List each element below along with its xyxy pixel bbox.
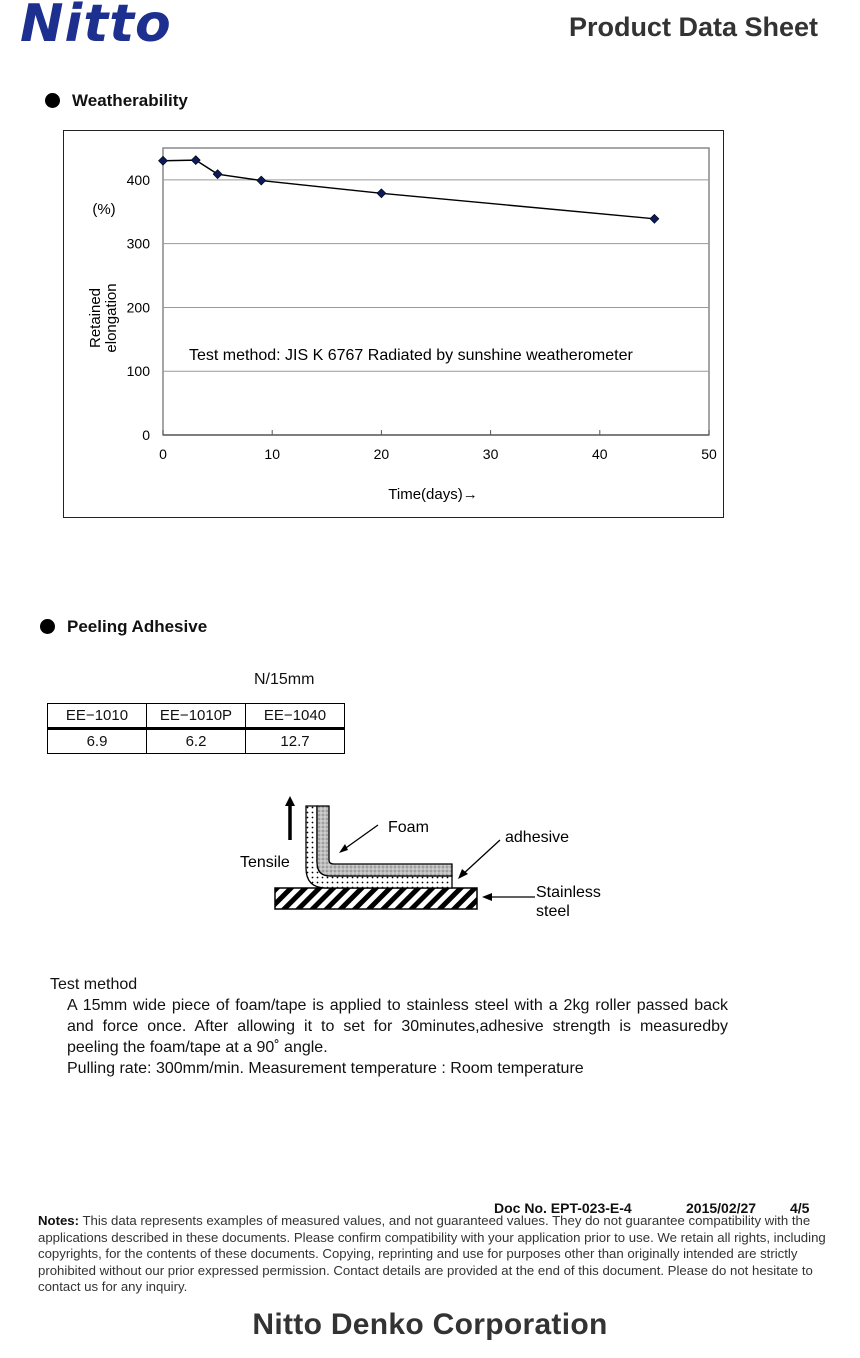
table-cell: 6.2 — [147, 729, 246, 754]
notes-text: This data represents examples of measured values, and not guaranteed values. They do not guarantee compatibility with the applications described in these documents. Please confirm compatibility with your application prior to use. We retain all rights, including copyrights, for the contents of these documents. Copying, reprinting and use for purposes other than originally intended are strictly prohibited without our prior expressed permission. Contact details are provided at the end of this document. Please do not hesitate to contact us for any inquiry. — [38, 1213, 826, 1295]
stainless-steel-plate — [275, 888, 477, 909]
foam-layer — [317, 806, 452, 876]
nitto-logo: Nitto — [20, 0, 172, 54]
column-header: EE−1040 — [246, 704, 345, 729]
y-tick-label: 400 — [126, 171, 150, 188]
foam-leader-line — [343, 825, 378, 850]
x-tick-label: 50 — [701, 446, 717, 462]
test-method-description: A 15mm wide piece of foam/tape is applied to stainless steel with a 2kg roller passed back and force once. After allowing it to set for 30minutes,adhesive strength is measuredby peeling the foam/tape at a 90˚ angle. — [67, 997, 728, 1056]
table-cell: 12.7 — [246, 729, 345, 754]
tensile-label: Tensile — [240, 854, 290, 871]
peeling-heading-text: Peeling Adhesive — [67, 617, 208, 636]
y-tick-label: 100 — [126, 363, 150, 380]
arrow-head-icon — [285, 796, 295, 806]
peel-unit: N/15mm — [254, 671, 315, 688]
peeling-heading — [40, 617, 207, 637]
y-axis-label-line: Retained — [87, 287, 104, 349]
weatherability-heading-text: Weatherability — [72, 91, 188, 110]
x-tick-label: 0 — [159, 446, 167, 462]
peel-table — [47, 703, 345, 754]
doc-date: 2015/02/27 — [686, 1200, 757, 1216]
test-method-title: Test method — [50, 976, 138, 993]
chart-annotation: Test method: JIS K 6767 Radiated by sunshine weatherometer — [189, 347, 633, 364]
column-header: EE−1010P — [147, 704, 246, 729]
adhesive-leader-line — [462, 840, 500, 875]
peel-test-diagram — [230, 790, 630, 930]
plot-area — [163, 148, 709, 435]
test-method-conditions: Pulling rate: 300mm/min. Measurement temperature : Room temperature — [67, 1060, 584, 1077]
x-tick-label: 40 — [592, 446, 608, 462]
weatherability-chart — [0, 0, 860, 530]
doc-number: Doc No. EPT-023-E-4 — [494, 1200, 632, 1216]
y-axis-label-line: elongation — [103, 283, 120, 353]
x-tick-label: 30 — [482, 446, 499, 462]
notes-disclaimer — [38, 1213, 838, 1296]
y-axis-label — [87, 283, 120, 352]
x-tick-label: 20 — [373, 446, 390, 462]
arrow-head-icon — [339, 844, 348, 853]
y-tick-label: 0 — [142, 427, 150, 443]
table-row — [48, 729, 345, 754]
page-number: 4/5 — [790, 1200, 810, 1216]
arrow-head-icon — [482, 893, 492, 901]
notes-label: Notes: — [38, 1213, 80, 1228]
bullet-icon — [40, 619, 55, 634]
test-method-block — [50, 974, 728, 1079]
stainless-label: Stainless — [536, 884, 601, 901]
corporation-name: Nitto Denko Corporation — [252, 1308, 608, 1341]
page-title: Product Data Sheet — [568, 12, 818, 42]
foam-label: Foam — [388, 819, 429, 836]
steel-label: steel — [536, 903, 570, 920]
table-row — [48, 704, 345, 729]
y-tick-label: 200 — [126, 299, 150, 316]
x-tick-label: 10 — [264, 446, 280, 462]
y-axis-unit: (%) — [92, 201, 116, 218]
x-axis-label: Time(days)→ — [388, 486, 478, 503]
y-tick-label: 300 — [126, 235, 150, 252]
table-cell: 6.9 — [48, 729, 147, 754]
column-header: EE−1010 — [48, 704, 147, 729]
adhesive-label: adhesive — [505, 829, 570, 846]
